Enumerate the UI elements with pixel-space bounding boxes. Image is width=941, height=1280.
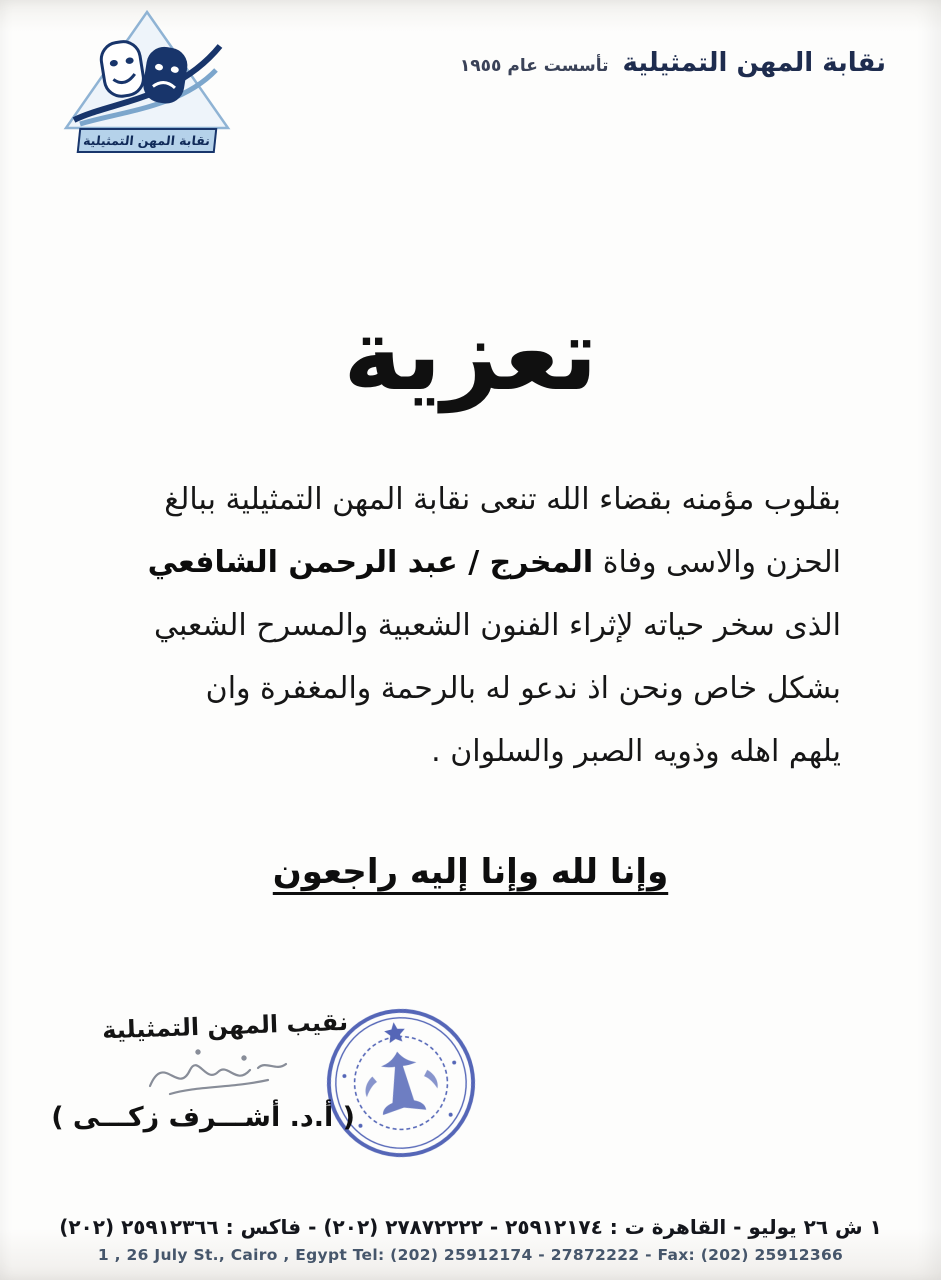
handwritten-signature-icon bbox=[140, 1042, 325, 1108]
deceased-name: المخرج / عبد الرحمن الشافعي bbox=[147, 545, 594, 580]
body-line-5: يلهم اهله وذويه الصبر والسلوان . bbox=[431, 734, 841, 769]
body-line-3: الذى سخر حياته لإثراء الفنون الشعبية والمسرح الشعبي bbox=[153, 608, 841, 643]
address-arabic: ١ ش ٢٦ يوليو - القاهرة ت : ٢٥٩١٢١٧٤ - ٢٧٨٧٢٢٢٢ (٢٠٢) - فاكس : ٢٥٩١٢٣٦٦ (٢٠٢) bbox=[59, 1215, 882, 1239]
document-header bbox=[460, 48, 886, 78]
org-name: نقابة المهن التمثيلية bbox=[622, 48, 886, 78]
founded-year: تأسست عام ١٩٥٥ bbox=[459, 56, 609, 76]
signatory-title: نقيب المهن التمثيلية bbox=[101, 1007, 349, 1045]
logo-caption: نقابة المهن التمثيلية bbox=[77, 128, 218, 153]
document-footer bbox=[0, 1215, 941, 1264]
body-line-1: بقلوب مؤمنه بقضاء الله تنعى نقابة المهن التمثيلية ببالغ bbox=[164, 482, 841, 517]
quran-verse: وإنا لله وإنا إليه راجعون bbox=[272, 852, 669, 892]
body-line-4: بشكل خاص ونحن اذ ندعو له بالرحمة والمغفرة وان bbox=[205, 671, 841, 706]
signatory-name: ( أ.د. أشـــرف زكـــى ) bbox=[51, 1102, 355, 1133]
address-english: 1 , 26 July St., Cairo , Egypt Tel: (202) 25912174 - 27872222 - Fax: (202) 25912366 bbox=[97, 1246, 844, 1264]
body-text bbox=[55, 468, 841, 783]
body-line-2 bbox=[55, 531, 841, 594]
syndicate-logo bbox=[58, 8, 236, 153]
body-line-2-text: الحزن والاسى وفاة bbox=[593, 545, 841, 580]
official-stamp-icon bbox=[313, 993, 490, 1173]
theater-masks-icon bbox=[58, 8, 236, 132]
document-title: تعزية bbox=[343, 296, 598, 413]
